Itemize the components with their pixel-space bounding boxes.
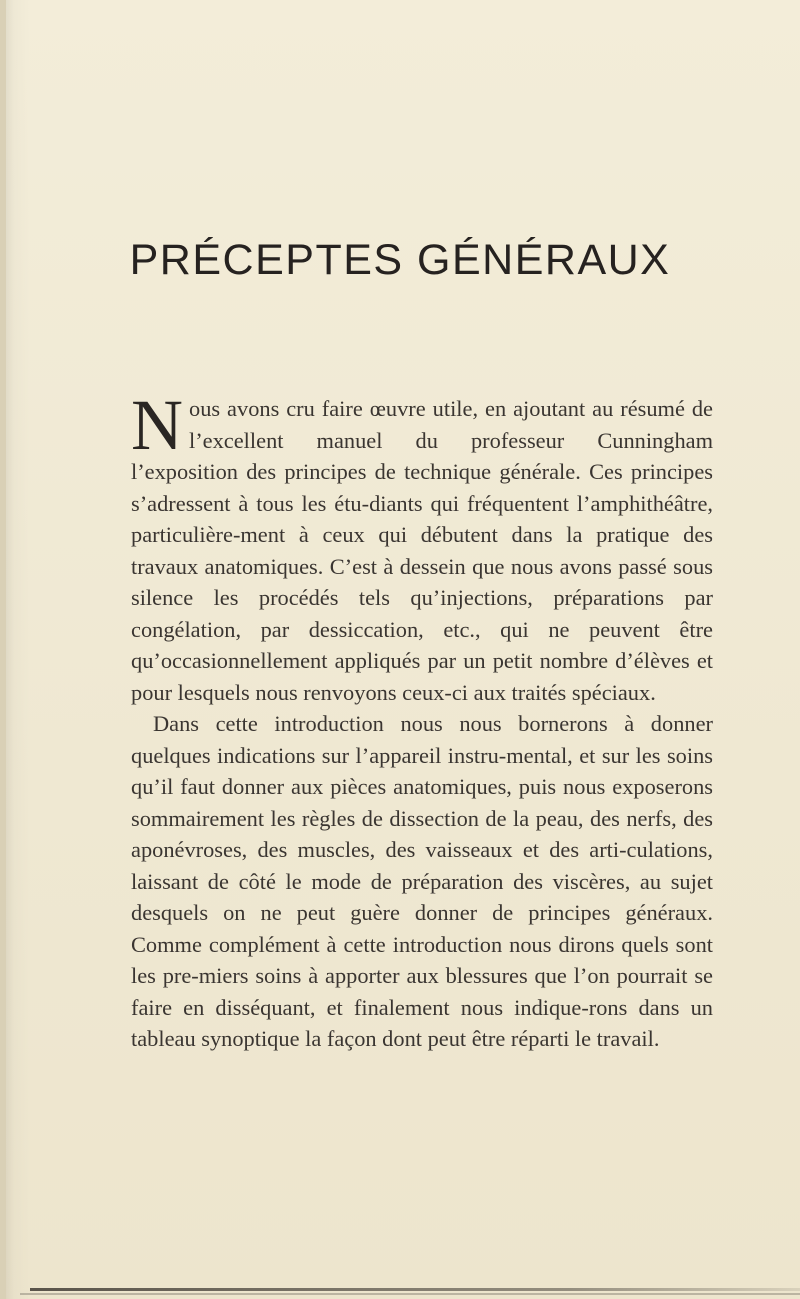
drop-cap: N [131,385,183,465]
bottom-rule [30,1288,800,1291]
page-edge-shadow [0,0,6,1299]
paragraph-2 [131,708,713,1055]
page-title: PRÉCEPTES GÉNÉRAUX [129,236,671,284]
bottom-rule-shadow [20,1293,800,1295]
paragraph-1 [131,385,713,708]
paragraph-1-text: ous avons cru faire œuvre utile, en ajoutant au résumé de l’excellent manuel du professeur Cunningham l’exposition des principes de technique générale. Ces principes s’adressent à tous les étu-diants qui fréquentent l’amphithéâtre, particulière-ment à ceux qui débutent dans la pratique des travaux anatomiques. C’est à dessein que nous avons passé sous silence les procédés tels qu’injections, préparations par congélation, par dessiccation, etc., qui ne peuvent être qu’occasionnellement appliqués par un petit nombre d’élèves et pour lesquels nous renvoyons ceux-ci aux traités spéciaux. [131,396,713,705]
paragraph-2-text: Dans cette introduction nous nous bornerons à donner quelques indications sur l’appareil instru-mental, et sur les soins qu’il faut donner aux pièces anatomiques, puis nous exposerons sommairement les règles de dissection de la peau, des nerfs, des aponévroses, des muscles, des vaisseaux et des arti-culations, laissant de côté le mode de préparation des viscères, au sujet desquels on ne peut guère donner de principes généraux. Comme complément à cette introduction nous dirons quels sont les pre-miers soins à apporter aux blessures que l’on pourrait se faire en disséquant, et finalement nous indique-rons dans un tableau synoptique la façon dont peut être réparti le travail. [131,711,713,1051]
body-text [131,385,713,1055]
